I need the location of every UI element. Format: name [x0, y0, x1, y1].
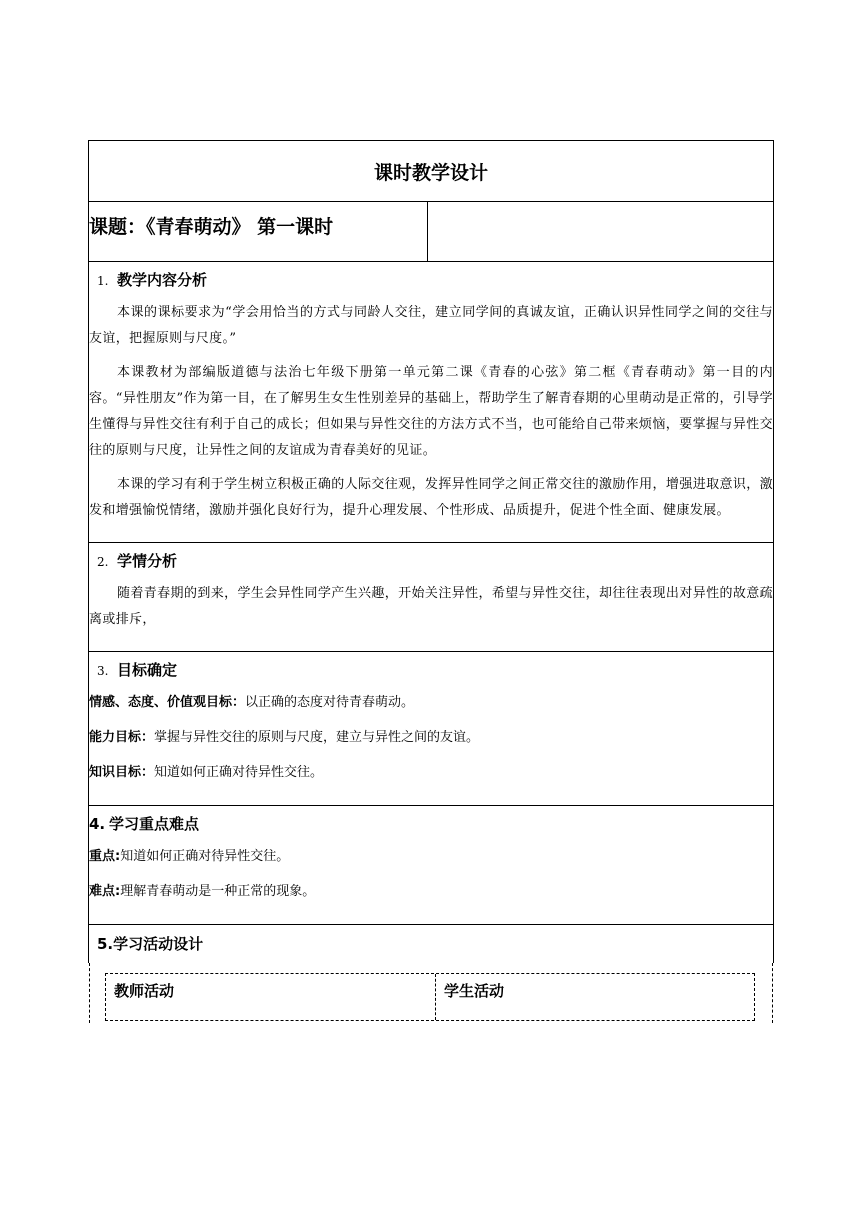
section-title: 目标确定	[117, 661, 178, 679]
student-activity-header: 学生活动	[444, 982, 505, 1000]
goal-text: 以正确的态度对待青春萌动。	[245, 695, 415, 710]
goal-text: 知道如何正确对待异性交往。	[154, 765, 324, 780]
difficult-point-label: 难点:	[89, 884, 121, 899]
difficult-point-text: 理解青春萌动是一种正常的现象。	[120, 884, 316, 899]
section-title: 学习重点难点	[109, 815, 200, 833]
teacher-activity-header: 教师活动	[106, 974, 436, 1020]
section-heading	[89, 266, 773, 294]
goal-knowledge	[89, 760, 773, 786]
goal-label: 知识目标：	[89, 765, 155, 780]
section-content-analysis	[89, 262, 773, 543]
topic-cell	[89, 202, 428, 261]
section-heading	[89, 810, 773, 838]
key-point-label: 重点:	[89, 849, 121, 864]
dashed-right-edge	[772, 963, 773, 1023]
difficult-point	[89, 879, 773, 905]
lesson-design-document	[88, 140, 774, 1023]
paragraph: 本课教材为部编版道德与法治七年级下册第一单元第二课《青春的心弦》第二框《青春萌动》第一目的内容。“异性朋友”作为第一目，在了解男生女生性别差异的基础上，帮助学生了解青春期的心里萌动是正常的，引导学生懂得与异性交往有利于自己的成长；但如果与异性交往的方法方式不当，也可能给自己带来烦恼，要掌握与异性交往的原则与尺度，让异性之间的友谊成为青春美好的见证。	[89, 365, 773, 458]
section-number: 4.	[89, 815, 106, 833]
section-goals	[89, 652, 773, 806]
goal-affective	[89, 690, 773, 716]
goal-text: 掌握与异性交往的原则与尺度，建立与异性之间的友谊。	[154, 730, 480, 745]
goal-label: 情感、态度、价值观目标：	[89, 695, 246, 710]
key-point	[89, 844, 773, 870]
activity-design-area	[89, 963, 773, 1023]
section-number: 3.	[97, 664, 109, 678]
goal-ability	[89, 725, 773, 751]
lesson-topic: 课题：《青春萌动》 第一课时	[89, 216, 334, 238]
section-student-analysis	[89, 543, 773, 652]
paragraph: 随着青春期的到来，学生会异性同学产生兴趣，开始关注异性，希望与异性交往，却往往表现出对异性的故意疏离或排斥，	[89, 586, 773, 627]
topic-empty-cell	[428, 202, 773, 261]
section-key-points	[89, 806, 773, 925]
goal-label: 能力目标：	[89, 730, 155, 745]
dashed-left-edge	[89, 963, 90, 1023]
key-point-text: 知道如何正确对待异性交往。	[120, 849, 290, 864]
section-number: 2.	[97, 555, 109, 569]
document-title: 课时教学设计	[373, 161, 488, 184]
paragraph: 本课的学习有利于学生树立积极正确的人际交往观，发挥异性同学之间正常交往的激励作用，增强进取意识，激发和增强愉悦情绪，激励并强化良好行为，提升心理发展、个性形成、品质提升，促进个性全面、健康发展。	[89, 477, 773, 518]
section-activity-heading: 5.学习活动设计	[97, 935, 204, 953]
paragraph: 本课的课标要求为“学会用恰当的方式与同龄人交往，建立同学间的真诚友谊，正确认识异性同学之间的交往与友谊，把握原则与尺度。”	[89, 305, 773, 346]
section-title: 教学内容分析	[117, 271, 208, 289]
section-title: 学情分析	[117, 552, 178, 570]
section-heading	[89, 547, 773, 575]
activity-table	[105, 973, 755, 1021]
topic-row	[89, 202, 773, 262]
title-row	[89, 141, 773, 202]
section-heading	[89, 656, 773, 684]
section-number: 1.	[97, 274, 109, 288]
